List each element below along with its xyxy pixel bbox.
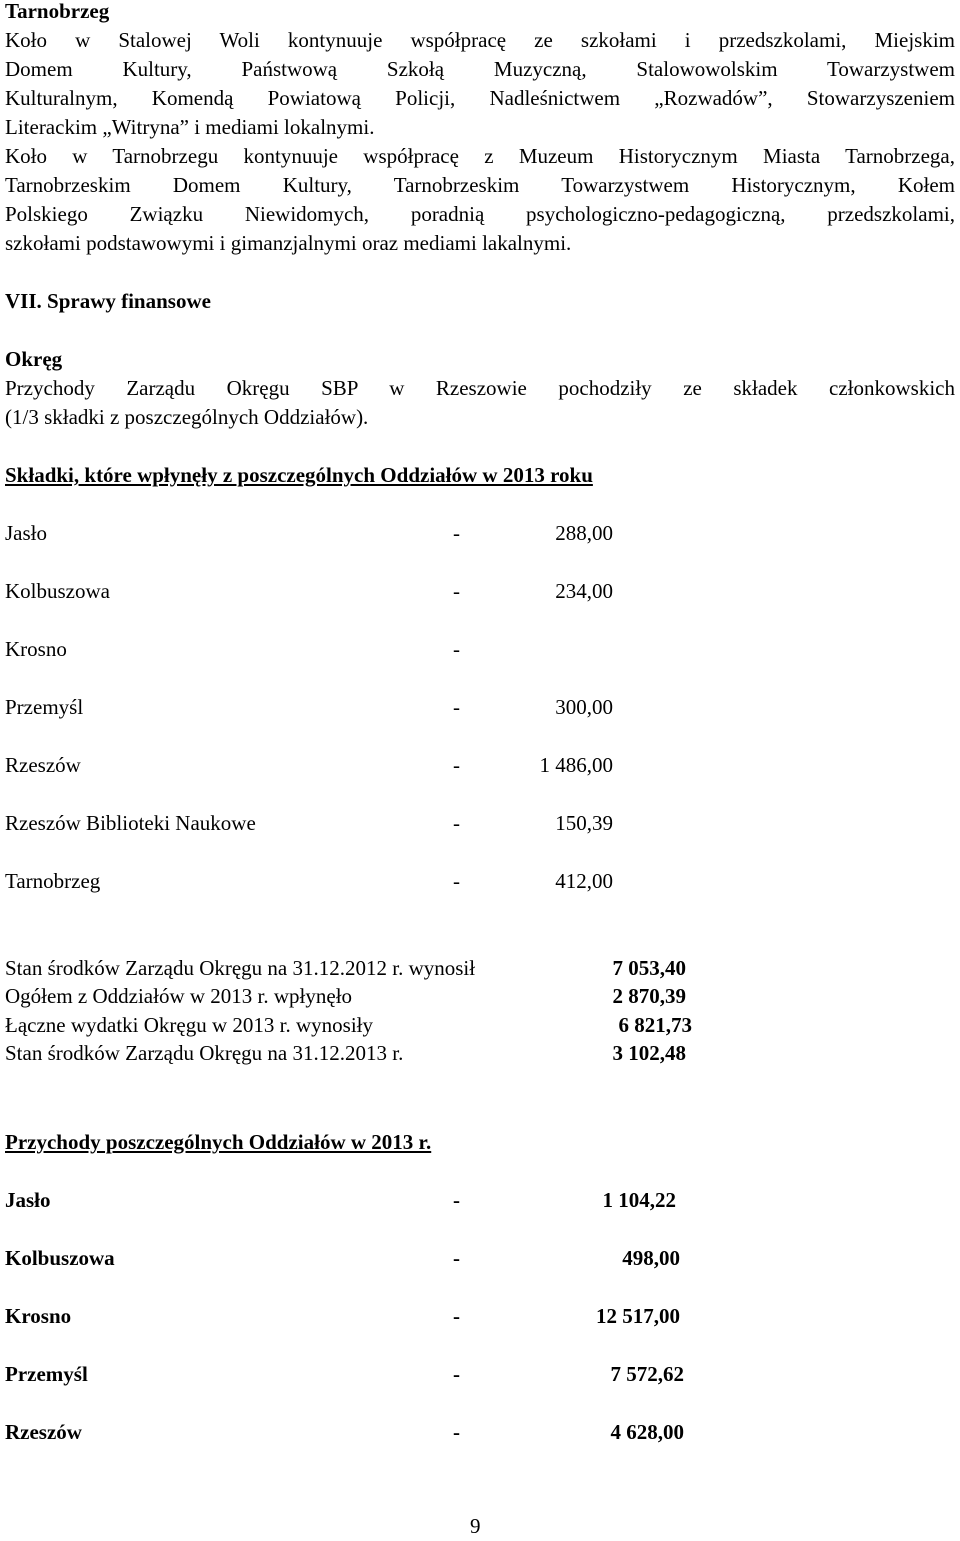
dash: - bbox=[453, 579, 460, 603]
amount: 150,39 bbox=[555, 811, 613, 835]
amount: 7 572,62 bbox=[610, 1362, 684, 1386]
paragraph-line: Przychody Zarządu Okręgu SBP w Rzeszowie pochodziły ze składek członkowskich bbox=[5, 376, 955, 400]
dash: - bbox=[453, 1188, 460, 1212]
okreg-heading: Okręg bbox=[5, 347, 63, 371]
amount: 234,00 bbox=[555, 579, 613, 603]
amount: 412,00 bbox=[555, 869, 613, 893]
amount: 300,00 bbox=[555, 695, 613, 719]
skladki-heading: Składki, które wpłynęły z poszczególnych Oddziałów w 2013 roku bbox=[5, 463, 593, 487]
paragraph-line: Polskiego Związku Niewidomych, poradnią psychologiczno-pedagogiczną, przedszkolami, bbox=[5, 202, 955, 226]
branch-name: Przemyśl bbox=[5, 1362, 88, 1386]
summary-label: Stan środków Zarządu Okręgu na 31.12.2012 r. wynosił bbox=[5, 956, 476, 980]
paragraph-line: szkołami podstawowymi i gimanzjalnymi oraz mediami lakalnymi. bbox=[5, 231, 572, 255]
page-number: 9 bbox=[470, 1514, 481, 1538]
summary-value: 3 102,48 bbox=[612, 1041, 686, 1065]
dash: - bbox=[453, 1362, 460, 1386]
branch-name: Krosno bbox=[5, 637, 67, 661]
branch-name: Rzeszów Biblioteki Naukowe bbox=[5, 811, 256, 835]
paragraph-line: Koło w Stalowej Woli kontynuuje współpracę ze szkołami i przedszkolami, Miejskim bbox=[5, 28, 955, 52]
amount: 12 517,00 bbox=[596, 1304, 680, 1328]
dash: - bbox=[453, 1246, 460, 1270]
branch-name: Przemyśl bbox=[5, 695, 84, 719]
amount: 1 104,22 bbox=[602, 1188, 676, 1212]
amount: 498,00 bbox=[622, 1246, 680, 1270]
section-title: VII. Sprawy finansowe bbox=[5, 289, 211, 313]
summary-label: Łączne wydatki Okręgu w 2013 r. wynosiły bbox=[5, 1013, 374, 1037]
summary-value: 6 821,73 bbox=[618, 1013, 692, 1037]
paragraph-line: Kulturalnym, Komendą Powiatową Policji, Nadleśnictwem „Rozwadów”, Stowarzyszeniem bbox=[5, 86, 955, 110]
paragraph-line: Domem Kultury, Państwową Szkołą Muzyczną, Stalowowolskim Towarzystwem bbox=[5, 57, 955, 81]
summary-value: 7 053,40 bbox=[612, 956, 686, 980]
dash: - bbox=[453, 521, 460, 545]
amount: 288,00 bbox=[555, 521, 613, 545]
dash: - bbox=[453, 1304, 460, 1328]
paragraph-line: (1/3 składki z poszczególnych Oddziałów). bbox=[5, 405, 369, 429]
amount: 4 628,00 bbox=[610, 1420, 684, 1444]
dash: - bbox=[453, 695, 460, 719]
branch-name: Kolbuszowa bbox=[5, 579, 110, 603]
przychody-heading: Przychody poszczególnych Oddziałów w 2013 r. bbox=[5, 1130, 432, 1154]
branch-name: Tarnobrzeg bbox=[5, 869, 101, 893]
amount: 1 486,00 bbox=[539, 753, 613, 777]
summary-label: Ogółem z Oddziałów w 2013 r. wpłynęło bbox=[5, 984, 353, 1008]
dash: - bbox=[453, 637, 460, 661]
summary-label: Stan środków Zarządu Okręgu na 31.12.2013 r. bbox=[5, 1041, 404, 1065]
paragraph-line: Koło w Tarnobrzegu kontynuuje współpracę z Muzeum Historycznym Miasta Tarnobrzega, bbox=[5, 144, 955, 168]
branch-name: Jasło bbox=[5, 521, 47, 545]
paragraph-line: Literackim „Witryna” i mediami lokalnymi. bbox=[5, 115, 375, 139]
tarnobrzeg-heading: Tarnobrzeg bbox=[5, 0, 110, 23]
branch-name: Jasło bbox=[5, 1188, 51, 1212]
dash: - bbox=[453, 753, 460, 777]
branch-name: Krosno bbox=[5, 1304, 72, 1328]
summary-value: 2 870,39 bbox=[612, 984, 686, 1008]
dash: - bbox=[453, 1420, 460, 1444]
dash: - bbox=[453, 811, 460, 835]
branch-name: Rzeszów bbox=[5, 753, 81, 777]
dash: - bbox=[453, 869, 460, 893]
branch-name: Kolbuszowa bbox=[5, 1246, 115, 1270]
branch-name: Rzeszów bbox=[5, 1420, 82, 1444]
paragraph-line: Tarnobrzeskim Domem Kultury, Tarnobrzeskim Towarzystwem Historycznym, Kołem bbox=[5, 173, 955, 197]
